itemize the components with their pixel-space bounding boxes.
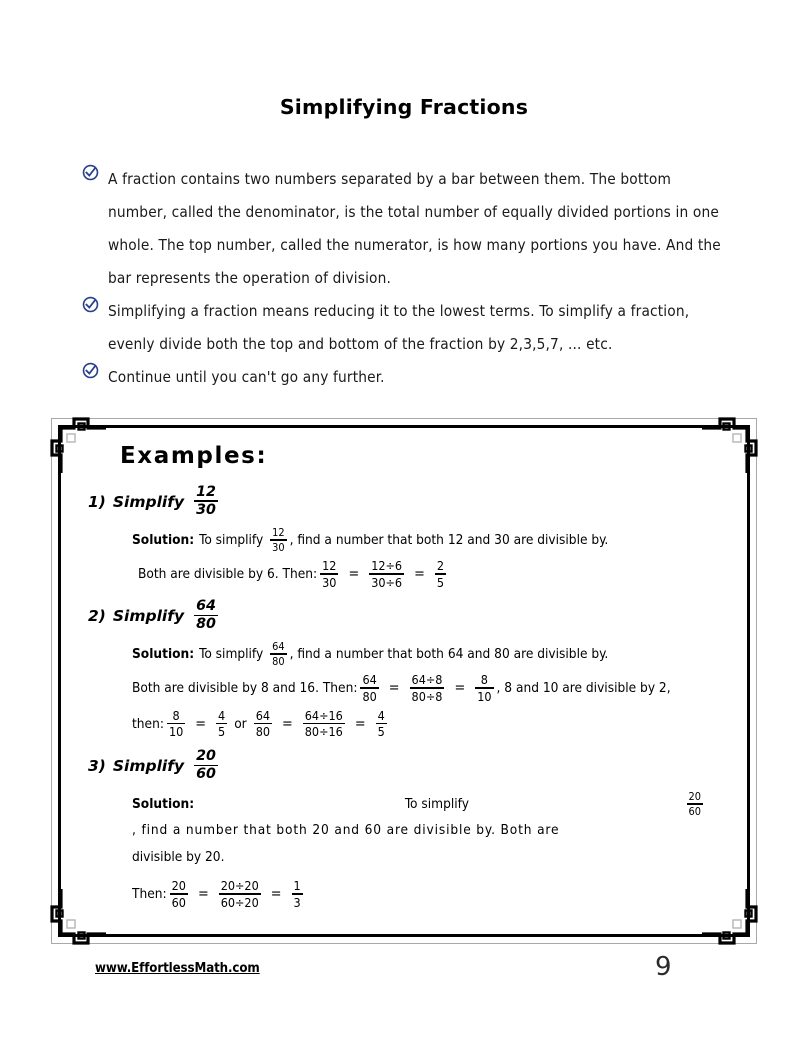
example-3-number: 3) — [88, 756, 106, 775]
example-1-solution — [132, 527, 730, 553]
example-3 — [88, 747, 730, 910]
example-3-fraction: $\frac{20}{60}$ — [196, 747, 216, 782]
equals-sign: = — [197, 885, 209, 902]
solution-label: Solution: — [132, 531, 195, 548]
circled-check-icon — [82, 296, 99, 313]
work-fraction-1: $\frac{20}{60}$ — [171, 878, 186, 910]
list-item-text: A fraction contains two numbers separated by a bar between them. The bottom number, called the denominator, is the total number of equally divided portions in one whole. The top number, called the numerator, is how many portions you have. And the bar represents the operation of division. — [108, 170, 721, 287]
solution-text-before: To simplify — [199, 646, 268, 663]
example-1-fraction: $\frac{12}{30}$ — [196, 483, 216, 518]
example-3-solution — [132, 791, 706, 842]
ornament-corner-top-left — [48, 415, 106, 473]
work-lead: Both are divisible by 6. Then: — [138, 565, 318, 582]
list-item-text: Continue until you can't go any further. — [108, 368, 385, 386]
circled-check-icon — [82, 362, 99, 379]
example-2 — [88, 597, 730, 740]
work-fraction-1: $\frac{64}{80}$ — [362, 672, 377, 704]
example-2-title — [88, 599, 730, 632]
example-2-solution — [132, 642, 730, 668]
footer-website-link[interactable]: www.EffortlessMath.com — [95, 961, 260, 976]
work2-fraction-1: $\frac{8}{10}$ — [168, 707, 184, 740]
example-2-body — [132, 642, 730, 740]
example-1-work — [138, 560, 730, 590]
work-fraction-1: $\frac{12}{30}$ — [322, 558, 337, 590]
example-2-fraction: $\frac{64}{80}$ — [196, 597, 216, 633]
list-item-text: Simplifying a fraction means reducing it to the lowest terms. To simplify a fraction, evenly divide both the top and bottom of the fraction by 2,3,5,7, ... etc. — [108, 302, 690, 353]
work2-fraction-4: $\frac{64\div 16}{80\div 16}$ — [304, 707, 343, 740]
example-2-number: 2) — [88, 606, 106, 625]
equals-sign: = — [270, 885, 282, 902]
list-item — [82, 361, 730, 394]
list-item — [82, 295, 730, 361]
solution-fraction: $\frac{64}{80}$ — [272, 640, 285, 668]
intro-bullet-list — [82, 163, 730, 394]
ornament-corner-bottom-left — [48, 889, 106, 947]
example-1-number: 1) — [88, 492, 106, 511]
examples-box — [48, 415, 760, 947]
example-2-work-line-2 — [132, 709, 730, 739]
work-fraction-3: $\frac{8}{10}$ — [477, 672, 492, 704]
work2-fraction-2: $\frac{4}{5}$ — [218, 707, 226, 740]
work-fraction-2: $\frac{12\div 6}{30\div 6}$ — [371, 558, 403, 590]
example-3-work — [132, 880, 730, 910]
examples-content — [88, 443, 730, 910]
equals-sign: = — [354, 715, 366, 732]
solution-fraction: $\frac{12}{30}$ — [272, 525, 285, 554]
example-1-title — [88, 485, 730, 518]
example-1-body — [132, 527, 730, 589]
work-fraction-2: $\frac{20\div 20}{60\div 20}$ — [220, 878, 259, 910]
work-lead: Both are divisible by 8 and 16. Then: — [132, 680, 358, 697]
solution-text-before: To simplify — [199, 531, 268, 548]
equals-sign: = — [195, 715, 207, 732]
equals-sign: = — [388, 680, 400, 697]
list-item — [82, 163, 730, 295]
example-1-verb: Simplify — [112, 492, 185, 511]
equals-sign: = — [414, 565, 425, 582]
solution-text-after: , find a number that both 64 and 80 are divisible by. — [289, 646, 609, 663]
example-3-title — [88, 749, 730, 782]
solution-label: Solution: — [132, 796, 195, 812]
work-fraction-3: $\frac{2}{5}$ — [436, 558, 445, 590]
example-2-work-line-1 — [132, 674, 730, 704]
equals-sign: = — [454, 680, 466, 697]
examples-heading: Examples: — [120, 443, 268, 469]
work-mid-2: or — [234, 715, 247, 732]
example-3-verb: Simplify — [112, 756, 185, 775]
example-3-body — [132, 791, 730, 909]
work-lead: Then: — [132, 885, 167, 902]
solution-text-before: To simplify — [404, 796, 473, 812]
example-2-verb: Simplify — [112, 606, 185, 625]
work-lead-2: then: — [132, 715, 164, 732]
page-title: Simplifying Fractions — [279, 95, 529, 119]
equals-sign: = — [282, 715, 293, 732]
work-fraction-3: $\frac{1}{3}$ — [293, 878, 301, 910]
work2-fraction-3: $\frac{64}{80}$ — [255, 707, 271, 740]
solution-fraction: $\frac{20}{60}$ — [688, 789, 701, 818]
work-tail: , 8 and 10 are divisible by 2, — [496, 680, 671, 697]
work2-fraction-5: $\frac{4}{5}$ — [377, 707, 385, 740]
solution-label: Solution: — [132, 646, 195, 663]
example-1 — [88, 483, 730, 590]
solution-text-after: , find a number that both 12 and 30 are divisible by. — [289, 531, 609, 548]
work-fraction-2: $\frac{64\div 8}{80\div 8}$ — [411, 672, 443, 704]
equals-sign: = — [348, 565, 360, 582]
circled-check-icon — [82, 164, 99, 181]
example-3-solution-line-2: divisible by 20. — [132, 848, 225, 865]
page-number: 9 — [655, 952, 672, 982]
solution-text-after: , find a number that both 20 and 60 are divisible by. Both are — [132, 821, 560, 838]
